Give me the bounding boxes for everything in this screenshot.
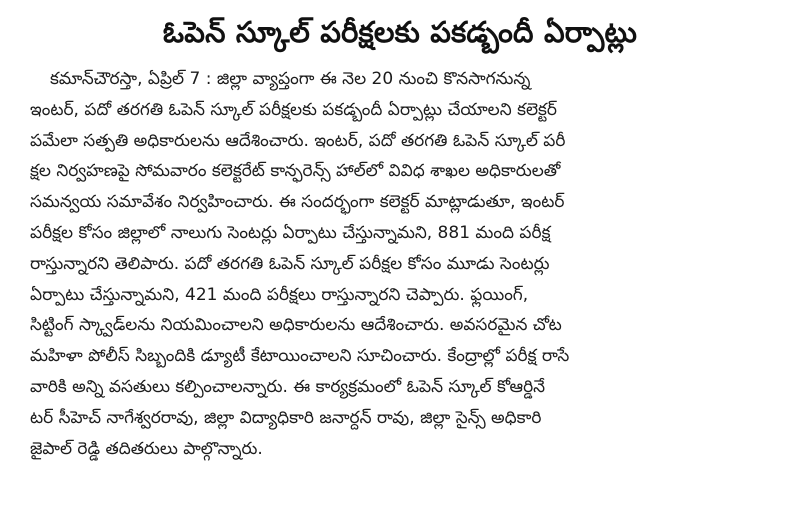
article-line: జైపాల్ రెడ్డి తదితరులు పాల్గొన్నారు. — [30, 438, 263, 459]
article-line: పరీక్షల కోసం జిల్లాలో నాలుగు సెంటర్లు ఏర్పాటు చేస్తున్నామని, 881 మంది పరీక్ష — [30, 222, 551, 243]
article-line: రాస్తున్నారని తెలిపారు. పదో తరగతి ఓపెన్ స్కూల్ పరీక్షల కోసం మూడు సెంటర్లు — [30, 253, 550, 274]
article-line: ఏర్పాటు చేస్తున్నామని, 421 మంది పరీక్షలు రాస్తున్నారని చెప్పారు. ఫ్లయింగ్, — [30, 284, 529, 305]
article-line: ఇంటర్, పదో తరగతి ఓపెన్ స్కూల్ పరీక్షలకు పకడ్బందీ ఏర్పాట్లు చేయాలని కలెక్టర్ — [30, 99, 557, 120]
article-line: క్షల నిర్వహణపై సోమవారం కలెక్టరేట్ కాన్ఫరెన్స్ హాల్‌లో వివిధ శాఖల అధికారులతో — [30, 161, 561, 182]
article-line: సమన్వయ సమావేశం నిర్వహించారు. ఈ సందర్భంగా కలెక్టర్ మాట్లాడుతూ, ఇంటర్ — [30, 192, 565, 213]
article-headline: ఓపెన్ స్కూల్ పరీక్షలకు పకడ్బందీ ఏర్పాట్లు — [162, 15, 638, 49]
article-line: పమేలా సత్పతి అధికారులను ఆదేశించారు. ఇంటర్, పదో తరగతి ఓపెన్ స్కూల్ పరీ — [30, 130, 566, 151]
article-body — [30, 64, 780, 464]
article-line: టర్ సీహెచ్ నాగేశ్వరరావు, జిల్లా విద్యాధికారి జనార్దన్ రావు, జిల్లా సైన్స్ అధికారి — [30, 407, 542, 428]
article-line: మహిళా పోలీస్ సిబ్బందికి డ్యూటీ కేటాయించాలని సూచించారు. కేంద్రాల్లో పరీక్ష రాసే — [30, 346, 570, 367]
article-line: సిట్టింగ్ స్క్వాడ్‌లను నియమించాలని అధికారులను ఆదేశించారు. అవసరమైన చోట — [30, 315, 562, 336]
article-line: కమాన్‌చౌరస్తా, ఏప్రిల్ 7 : జిల్లా వ్యాప్తంగా ఈ నెల 20 నుంచి కొనసాగనున్న — [50, 69, 531, 89]
article-line: వారికి అన్ని వసతులు కల్పించాలన్నారు. ఈ కార్యక్రమంలో ఓపెన్ స్కూల్ కోఆర్డినే — [30, 376, 546, 397]
